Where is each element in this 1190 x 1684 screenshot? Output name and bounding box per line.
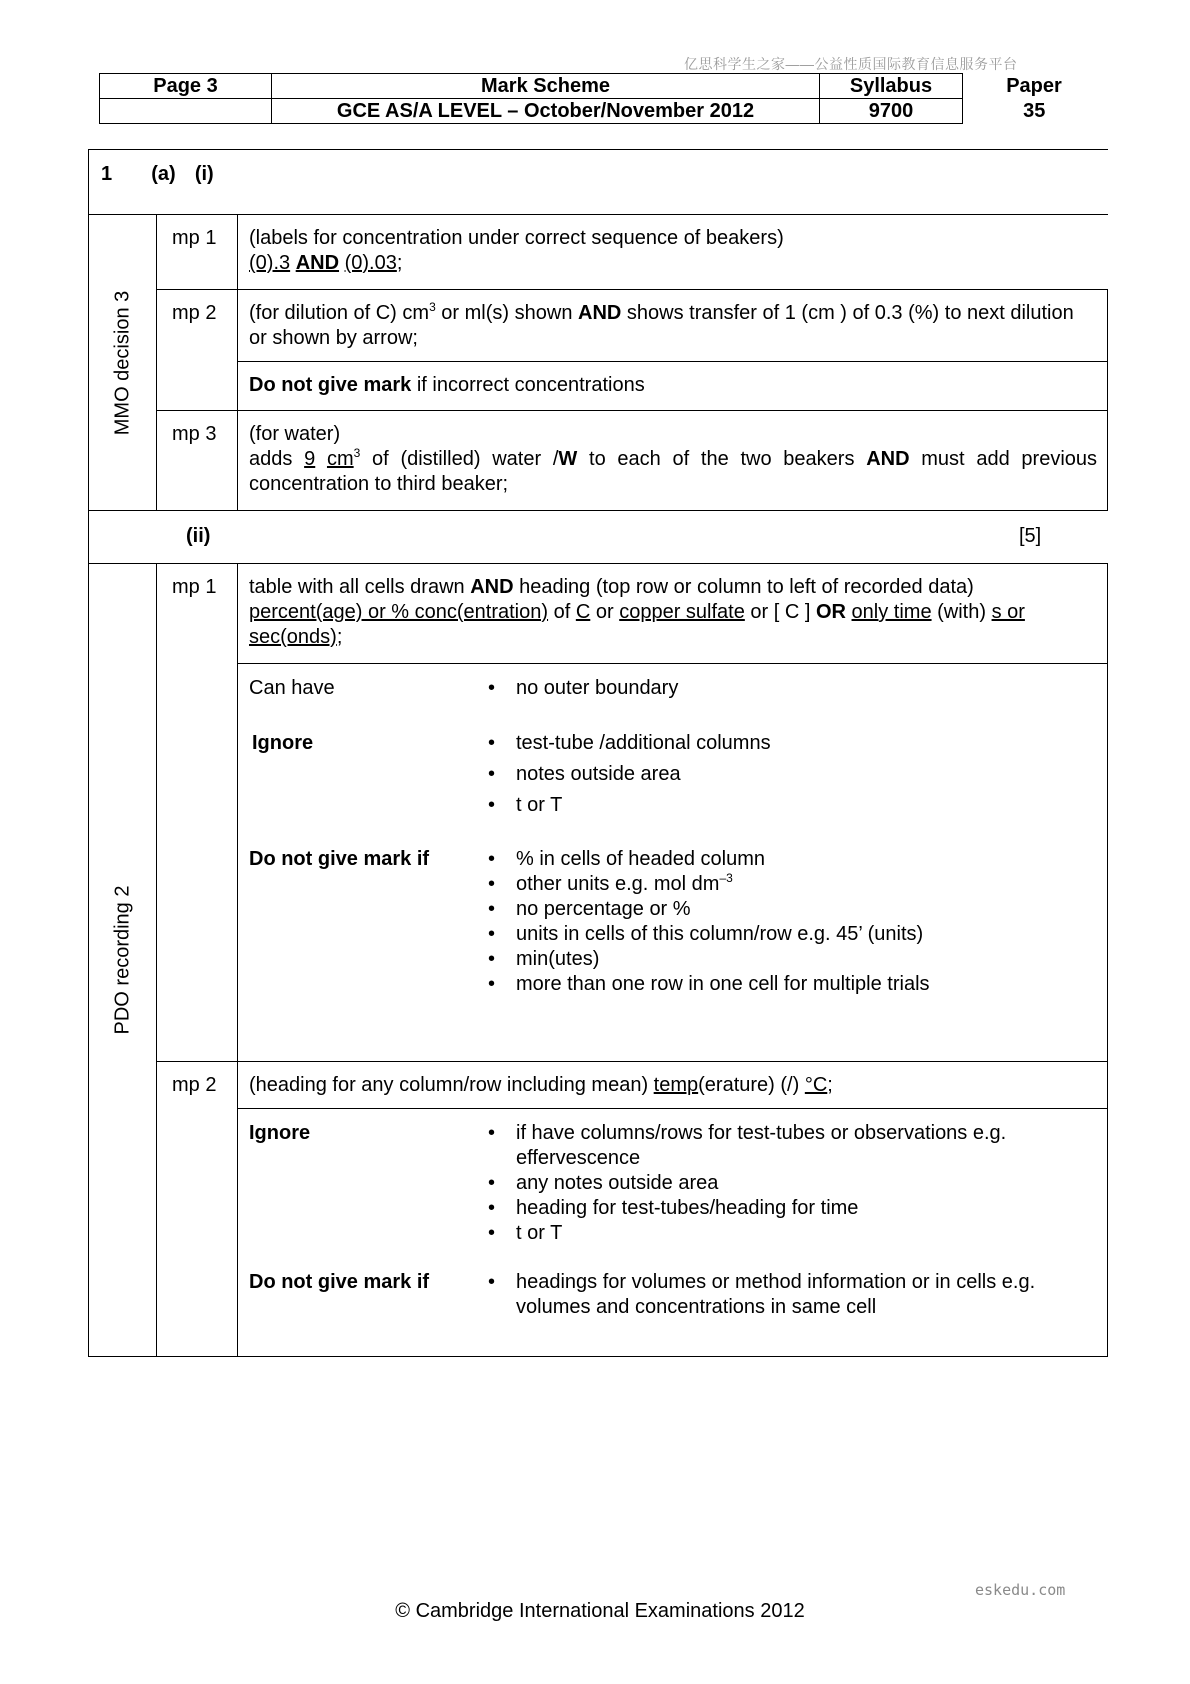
list-item: • min(utes) [483, 947, 1097, 972]
paper-number: 35 [1023, 100, 1046, 122]
mp1-content [238, 215, 1108, 290]
list-item: • headings for volumes or method information or in cells e.g. volumes and concentrations in same cell [483, 1270, 1097, 1320]
side-label-pdo [89, 564, 157, 1357]
list-item: • no outer boundary [483, 676, 1097, 701]
list-item: • no percentage or % [483, 897, 1097, 922]
pdo-recording-label: PDO recording 2 [111, 885, 133, 1035]
mp2-do-not-give: Do not give mark if incorrect concentrations [238, 362, 1108, 411]
mp1-label: mp 1 [157, 215, 238, 290]
mp1-line2 [249, 251, 1098, 276]
pdo-mp2-label: mp 2 [157, 1062, 238, 1357]
doc-title: Mark Scheme [272, 74, 820, 99]
list-item: • other units e.g. mol $dm^{-3}$ [483, 872, 1097, 897]
mp2-label: mp 2 [157, 290, 238, 411]
pdo-mp1-label: mp 1 [157, 564, 238, 1062]
exam-subtitle: GCE AS/A LEVEL – October/November 2012 [272, 99, 820, 124]
list-item: • % in cells of headed column [483, 847, 1097, 872]
watermark-bottom: eskedu.com [975, 1581, 1066, 1599]
ignore-block [249, 731, 1097, 821]
can-have-label: Can have [249, 677, 335, 699]
mp3-content: (for water) adds 9 $cm^3$ of (distilled) water /W to each of the two beakers AND must add previous concentration to third beaker; [238, 411, 1108, 511]
list-item: • test-tube /additional columns [483, 728, 1097, 759]
do-not-give-label: Do not give mark if [249, 848, 430, 870]
pdo-mp2-guidance [238, 1109, 1108, 1357]
page-number: Page 3 [100, 74, 272, 99]
mp1-and: AND [295, 252, 340, 274]
side-label-mmo [89, 215, 157, 511]
paper-label: Paper [1006, 75, 1062, 97]
list-item: • notes outside area [483, 759, 1097, 790]
mp2-ignore-label: Ignore [249, 1122, 311, 1144]
question-part-i: (i) [194, 163, 214, 185]
syllabus-code: 9700 [820, 99, 963, 124]
mark-scheme-table [88, 149, 1108, 1357]
do-not-give-block [249, 847, 1097, 997]
mp1-value2: (0).03 [344, 252, 397, 274]
list-item: • heading for test-tubes/heading for time [483, 1196, 1097, 1221]
ignore-label: Ignore [252, 732, 314, 754]
pdo-mp1-content: table with all cells drawn AND heading (top row or column to left of recorded data) percent(age) or % conc(entration) of C or copper sulfate or [ C ] OR only time (with) s or sec(onds); [238, 564, 1108, 664]
list-item: • t or T [483, 1221, 1097, 1246]
mp2-ignore-block [249, 1121, 1097, 1246]
header-table [99, 73, 1106, 124]
page-blank [100, 99, 272, 124]
part-ii-row [89, 511, 1108, 564]
marks-total: [5] [1019, 525, 1042, 547]
mp2-do-not-give-label: Do not give mark if [249, 1271, 430, 1293]
mp3-label: mp 3 [157, 411, 238, 511]
copyright-footer: © Cambridge International Examinations 2012 [395, 1600, 805, 1622]
mp2-content: (for dilution of C) $cm^3$ or ml(s) shown AND shows transfer of 1 (cm ) of 0.3 (%) to next dilution or shown by arrow; [238, 290, 1108, 362]
question-heading [89, 150, 1108, 215]
pdo-mp2-content: (heading for any column/row including mean) temp(erature) (/) °C; [238, 1062, 1108, 1109]
watermark-top: 亿思科学生之家——公益性质国际教育信息服务平台 [684, 56, 1018, 72]
mp2-do-not-give-block [249, 1270, 1097, 1320]
syllabus-label: Syllabus [820, 74, 963, 99]
mp1-value1: (0).3 [249, 252, 291, 274]
mp1-line1: (labels for concentration under correct sequence of beakers) [249, 227, 784, 249]
list-item: • any notes outside area [483, 1171, 1097, 1196]
mp1-end: ; [396, 252, 403, 274]
question-number: 1 [101, 163, 113, 185]
question-part-a: (a) [151, 163, 176, 185]
can-have-block [249, 676, 1097, 701]
pdo-mp1-guidance [238, 664, 1108, 1062]
list-item: • units in cells of this column/row e.g. 45’ (units) [483, 922, 1097, 947]
mmo-decision-label: MMO decision 3 [111, 290, 133, 435]
list-item: • t or T [483, 790, 1097, 821]
question-part-ii: (ii) [186, 525, 211, 547]
list-item: • more than one row in one cell for multiple trials [483, 972, 1097, 997]
list-item: • if have columns/rows for test-tubes or observations e.g. effervescence [483, 1121, 1097, 1171]
